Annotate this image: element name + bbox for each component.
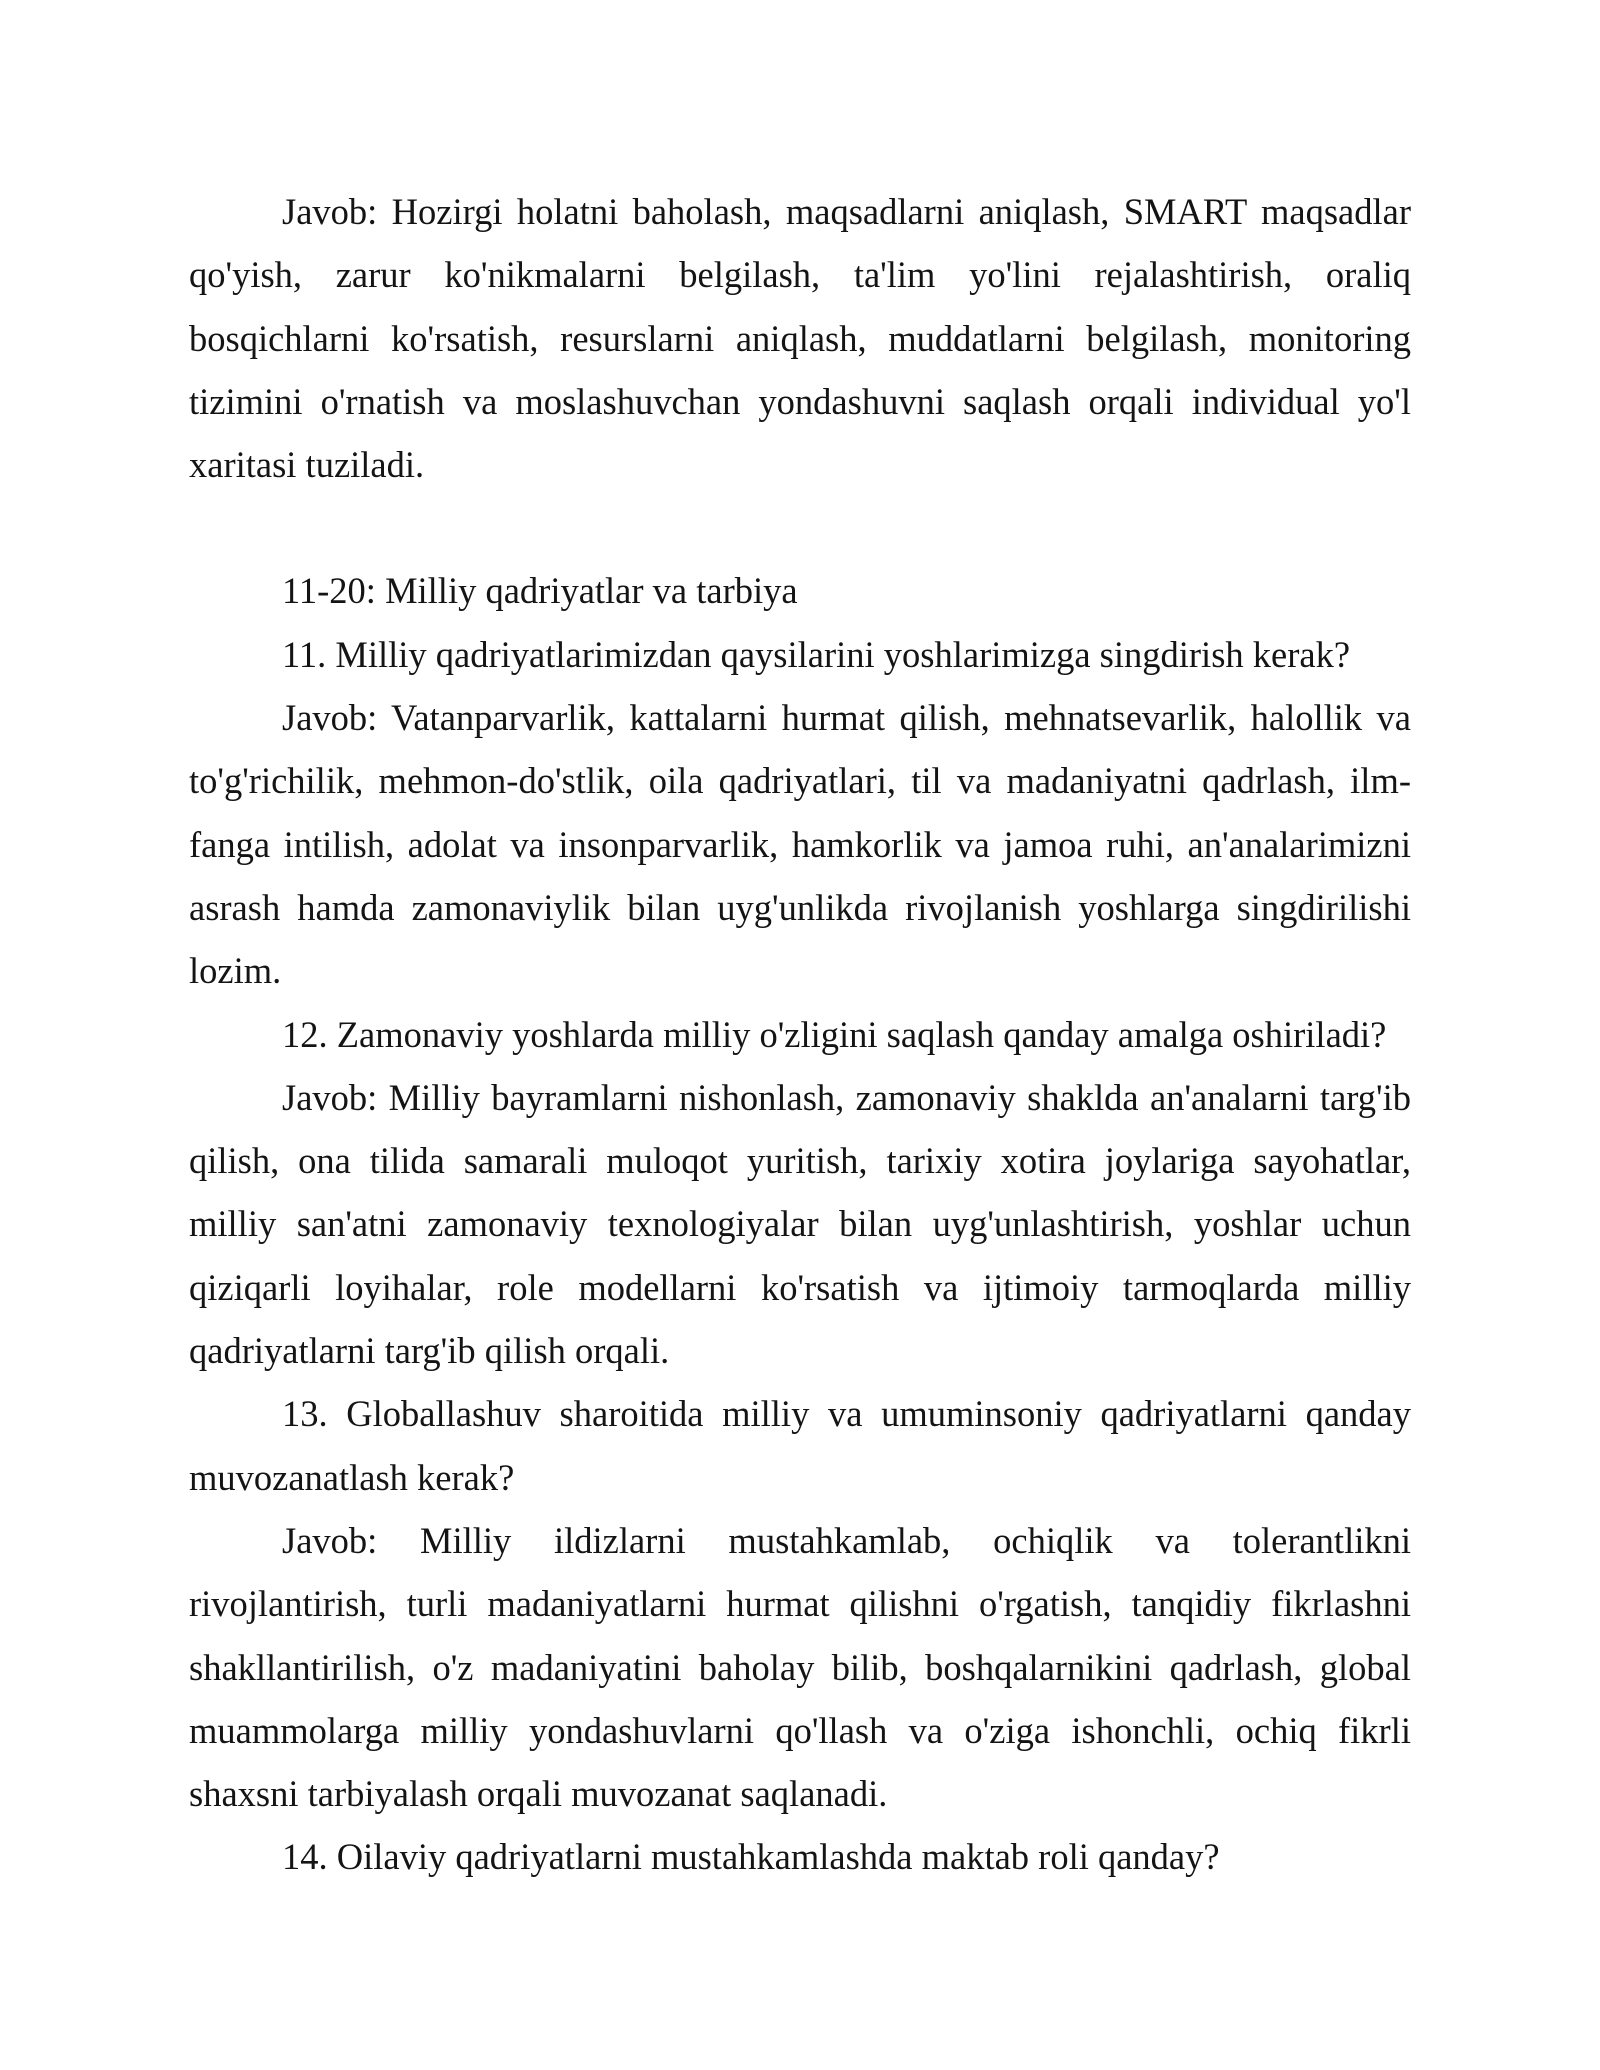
- answer-paragraph: Javob: Milliy ildizlarni mustahkamlab, ochiqlik va tolerantlikni rivojlantirish, turli madaniyatlarni hurmat qilishni o'rgatish, tanqidiy fikrlashni shakllantirilish, o'z madaniyatini baholay bilib, boshqalarnikini qadrlash, global muammolarga milliy yondashuvlarni qo'llash va o'ziga ishonchli, ochiq fikrli shaxsni tarbiyalash orqali muvozanat saqlanadi.: [189, 1519, 1411, 1815]
- question-paragraph: 14. Oilaviy qadriyatlarni mustahkamlashda maktab roli qanday?: [282, 1836, 1220, 1878]
- question-paragraph: 12. Zamonaviy yoshlarda milliy o'zligini saqlash qanday amalga oshiriladi?: [282, 1013, 1387, 1055]
- question-paragraph: 11. Milliy qadriyatlarimizdan qaysilarini yoshlarimizga singdirish kerak?: [282, 633, 1351, 675]
- answer-paragraph: Javob: Vatanparvarlik, kattalarni hurmat qilish, mehnatsevarlik, halollik va to'g'richilik, mehmon-do'stlik, oila qadriyatlari, til va madaniyatni qadrlash, ilm-fanga intilish, adolat va insonparvarlik, hamkorlik va jamoa ruhi, an'analarimizni asrash hamda zamonaviylik bilan uyg'unlikda rivojlanish yoshlarga singdirilishi lozim.: [189, 697, 1411, 992]
- document-page: [189, 180, 1411, 1889]
- section-heading: 11-20: Milliy qadriyatlar va tarbiya: [282, 570, 798, 612]
- answer-paragraph: Javob: Hozirgi holatni baholash, maqsadlarni aniqlash, SMART maqsadlar qo'yish, zarur ko'nikmalarni belgilash, ta'lim yo'lini rejalashtirish, oraliq bosqichlarni ko'rsatish, resurslarni aniqlash, muddatlarni belgilash, monitoring tizimini o'rnatish va moslashuvchan yondashuvni saqlash orqali individual yo'l xaritasi tuziladi.: [189, 191, 1411, 486]
- answer-paragraph: Javob: Milliy bayramlarni nishonlash, zamonaviy shaklda an'analarni targ'ib qilish, ona tilida samarali muloqot yuritish, tarixiy xotira joylariga sayohatlar, milliy san'atni zamonaviy texnologiyalar bilan uyg'unlashtirish, yoshlar uchun qiziqarli loyihalar, role modellarni ko'rsatish va ijtimoiy tarmoqlarda milliy qadriyatlarni targ'ib qilish orqali.: [189, 1076, 1411, 1372]
- question-paragraph: 13. Globallashuv sharoitida milliy va umuminsoniy qadriyatlarni qanday muvozanatlash kerak?: [189, 1393, 1411, 1498]
